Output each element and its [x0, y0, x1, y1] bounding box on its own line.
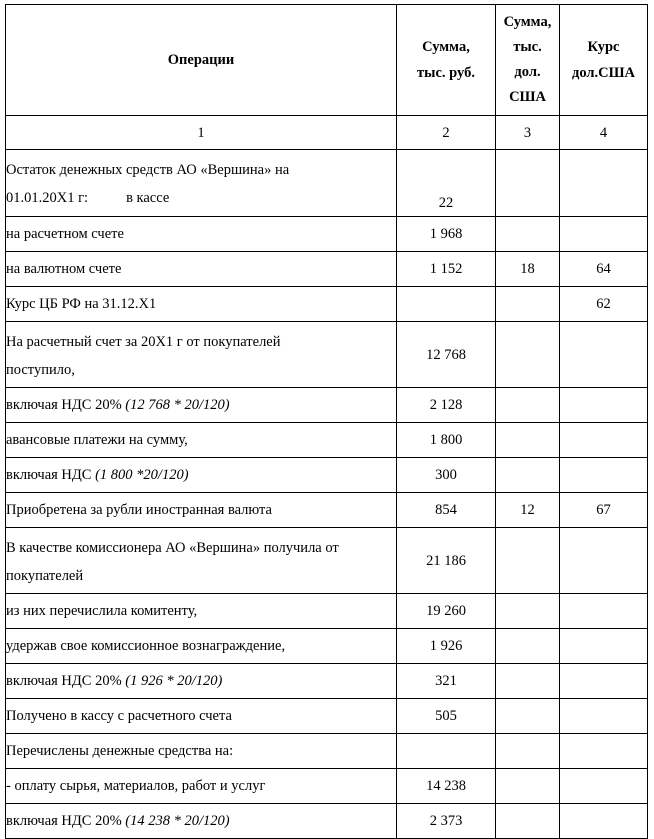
sum-rub-cell: 1 800: [397, 423, 496, 458]
rate-cell: [560, 458, 648, 493]
operation-cell: Получено в кассу с расчетного счета: [6, 699, 397, 734]
column-number: 2: [397, 116, 496, 150]
operation-cell: [6, 664, 397, 699]
table-row: [6, 252, 648, 287]
table-row: [6, 322, 648, 388]
sum-rub-cell: [397, 734, 496, 769]
operation-text: включая НДС 20%: [6, 397, 126, 413]
sum-usd-cell: [496, 769, 560, 804]
operation-cell: - оплату сырья, материалов, работ и услуг: [6, 769, 397, 804]
table-row: [6, 287, 648, 322]
column-numbering-row: [6, 116, 648, 150]
table-header-row: [6, 5, 648, 116]
operation-formula: (12 768 * 20/120): [125, 397, 230, 413]
operations-table: [5, 4, 648, 839]
column-number: 4: [560, 116, 648, 150]
header-rate: [560, 5, 648, 116]
operation-text-line2-tail: в кассе: [126, 190, 170, 206]
table-row: [6, 423, 648, 458]
rate-cell: [560, 322, 648, 388]
sum-usd-cell: [496, 734, 560, 769]
operation-text: включая НДС 20%: [6, 813, 126, 829]
rate-cell: [560, 423, 648, 458]
operation-cell: удержав свое комиссионное вознаграждение,: [6, 629, 397, 664]
operation-cell: Перечислены денежные средства на:: [6, 734, 397, 769]
header-rate-line1: Курс: [587, 39, 620, 55]
table-row: [6, 594, 648, 629]
rate-cell: 64: [560, 252, 648, 287]
operation-cell: авансовые платежи на сумму,: [6, 423, 397, 458]
table-row: [6, 804, 648, 839]
header-sum-rub-line2: тыс. руб.: [417, 65, 475, 81]
sum-usd-cell: [496, 150, 560, 217]
operation-cell: на расчетном счете: [6, 217, 397, 252]
header-sum-usd: [496, 5, 560, 116]
sum-usd-cell: 12: [496, 493, 560, 528]
operation-text-line2: поступило,: [6, 361, 75, 378]
operation-text-line1: В качестве комиссионера АО «Вершина» получила от: [6, 539, 339, 556]
table-row: [6, 734, 648, 769]
sum-rub-cell: 321: [397, 664, 496, 699]
operation-cell: Курс ЦБ РФ на 31.12.Х1: [6, 287, 397, 322]
operation-formula: (14 238 * 20/120): [125, 813, 230, 829]
table-row: [6, 769, 648, 804]
sum-usd-cell: 18: [496, 252, 560, 287]
operation-formula: (1 926 * 20/120): [125, 673, 223, 689]
sum-usd-cell: [496, 287, 560, 322]
sum-rub-cell: 1 926: [397, 629, 496, 664]
operation-text-line2: покупателей: [6, 567, 84, 584]
sum-rub-cell: 1 152: [397, 252, 496, 287]
operation-text-line1: На расчетный счет за 20Х1 г от покупателей: [6, 333, 281, 350]
sum-usd-cell: [496, 664, 560, 699]
rate-cell: [560, 217, 648, 252]
column-number: 3: [496, 116, 560, 150]
sum-usd-cell: [496, 594, 560, 629]
table-row: [6, 217, 648, 252]
sum-rub-cell: 14 238: [397, 769, 496, 804]
operation-cell: [6, 804, 397, 839]
sum-rub-cell: 22: [397, 150, 496, 217]
operation-cell: [6, 528, 397, 594]
operation-cell: [6, 388, 397, 423]
table-row: [6, 458, 648, 493]
operation-cell: [6, 322, 397, 388]
table-row: [6, 629, 648, 664]
operation-text: включая НДС: [6, 467, 96, 483]
sum-rub-cell: 300: [397, 458, 496, 493]
sum-usd-cell: [496, 217, 560, 252]
rate-cell: [560, 629, 648, 664]
sum-rub-cell: [397, 287, 496, 322]
sum-rub-cell: 1 968: [397, 217, 496, 252]
operation-text-line1: Остаток денежных средств АО «Вершина» на: [6, 162, 290, 178]
sum-rub-cell: 2 373: [397, 804, 496, 839]
sum-usd-cell: [496, 423, 560, 458]
table-row: [6, 699, 648, 734]
sum-usd-cell: [496, 458, 560, 493]
sum-rub-cell: 19 260: [397, 594, 496, 629]
rate-cell: [560, 664, 648, 699]
operation-cell: из них перечислила комитенту,: [6, 594, 397, 629]
column-number: 1: [6, 116, 397, 150]
sum-rub-cell: 2 128: [397, 388, 496, 423]
sum-usd-cell: [496, 699, 560, 734]
table-row: [6, 664, 648, 699]
rate-cell: [560, 734, 648, 769]
table-row: [6, 388, 648, 423]
rate-cell: [560, 388, 648, 423]
rate-cell: [560, 594, 648, 629]
header-rate-line2: дол.США: [571, 65, 636, 81]
rate-cell: [560, 804, 648, 839]
header-sum-rub: [397, 5, 496, 116]
rate-cell: [560, 150, 648, 217]
sum-rub-cell: 505: [397, 699, 496, 734]
operation-cell: [6, 458, 397, 493]
operation-text-line2: 01.01.20Х1 г:: [6, 190, 89, 206]
header-sum-usd-line4: США: [509, 89, 546, 105]
table-row: [6, 493, 648, 528]
sum-usd-cell: [496, 388, 560, 423]
sum-usd-cell: [496, 322, 560, 388]
operation-text: включая НДС 20%: [6, 673, 126, 689]
header-sum-usd-line2: тыс.: [513, 39, 542, 55]
header-sum-usd-line3: дол.: [514, 64, 541, 80]
rate-cell: [560, 769, 648, 804]
sum-usd-cell: [496, 629, 560, 664]
header-sum-rub-line1: Сумма,: [422, 39, 470, 55]
rate-cell: [560, 528, 648, 594]
operation-formula: (1 800 *20/120): [95, 467, 189, 483]
rate-cell: 62: [560, 287, 648, 322]
operation-cell: Приобретена за рубли иностранная валюта: [6, 493, 397, 528]
table-row: [6, 528, 648, 594]
table-row: [6, 150, 648, 217]
rate-cell: [560, 699, 648, 734]
sum-rub-cell: 854: [397, 493, 496, 528]
sum-usd-cell: [496, 804, 560, 839]
header-sum-usd-line1: Сумма,: [503, 14, 552, 30]
sum-usd-cell: [496, 528, 560, 594]
rate-cell: 67: [560, 493, 648, 528]
operation-cell: на валютном счете: [6, 252, 397, 287]
header-operations: Операции: [6, 5, 397, 116]
operation-cell: [6, 150, 397, 217]
sum-rub-cell: 21 186: [397, 528, 496, 594]
sum-rub-cell: 12 768: [397, 322, 496, 388]
